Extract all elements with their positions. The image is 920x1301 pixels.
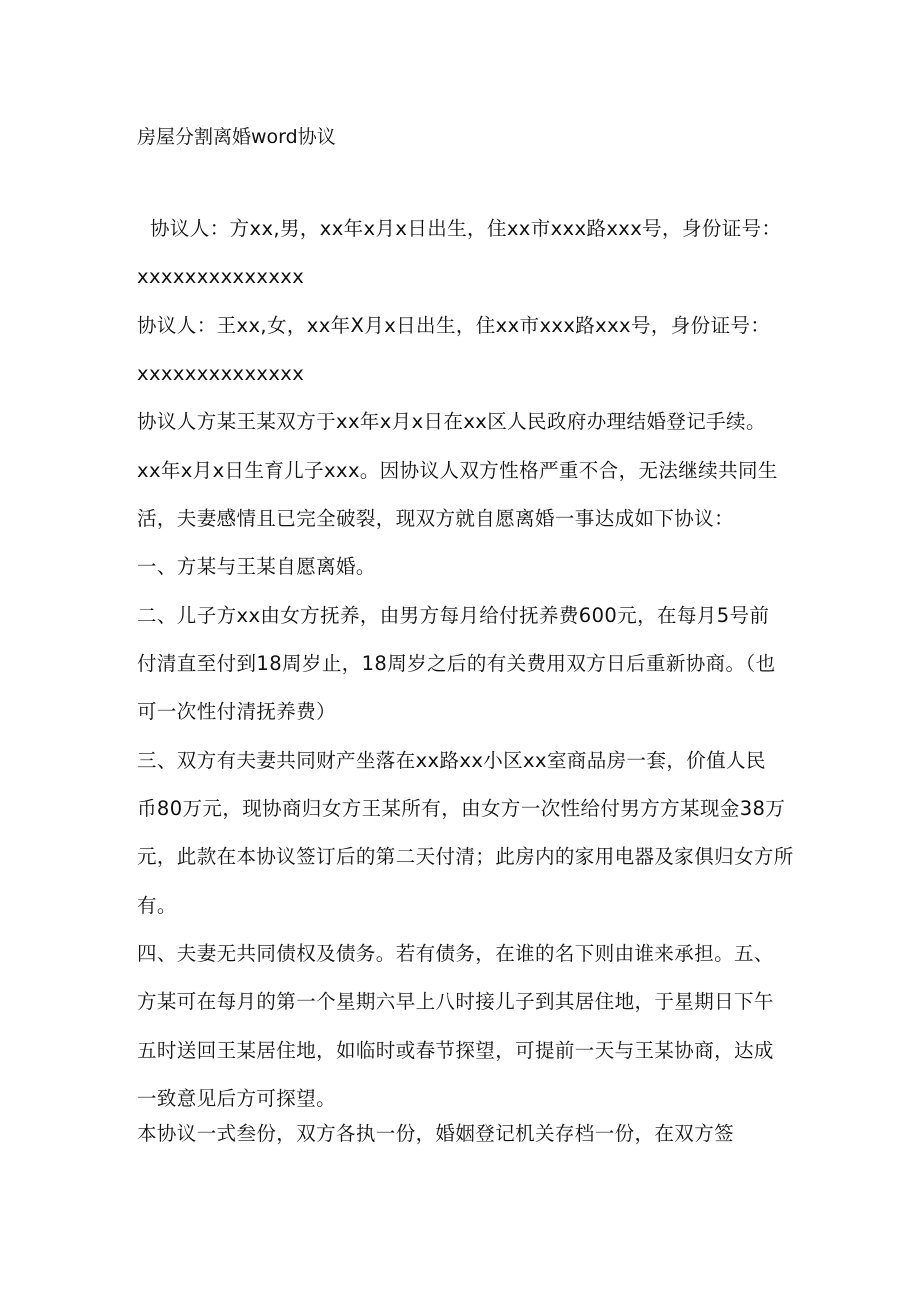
clause-3-line: 币80万元，现协商归女方王某所有，由女方一次性给付男方方某现金38万 bbox=[137, 797, 786, 820]
paragraph-line: 活，夫妻感情且已完全破裂，现双方就自愿离婚一事达成如下协议： bbox=[137, 507, 735, 530]
party-1-line: 协议人：方xx,男，xx年x月x日出生，住xx市xxx路xxx号，身份证号： bbox=[150, 217, 782, 240]
paragraph-line: xx年x月x日生育儿子xxx。因协议人双方性格严重不合，无法继续共同生 bbox=[137, 459, 778, 482]
clause-2-line: 可一次性付清抚养费） bbox=[137, 700, 337, 723]
clause-1-line: 一、方某与王某自愿离婚。 bbox=[137, 555, 376, 578]
clause-3-line: 有。 bbox=[137, 894, 177, 917]
clause-4-line: 四、夫妻无共同债权及债务。若有债务，在谁的名下则由谁来承担。五、 bbox=[137, 942, 774, 965]
party-2-line: 协议人：王xx,女，xx年X月x日出生，住xx市xxx路xxx号，身份证号： bbox=[137, 314, 771, 337]
clause-2-line: 二、儿子方xx由女方抚养，由男方每月给付抚养费600元，在每月5号前 bbox=[137, 604, 770, 627]
clause-3-line: 三、双方有夫妻共同财产坐落在xx路xx小区xx室商品房一套，价值人民 bbox=[137, 749, 766, 772]
party-2-id-line: xxxxxxxxxxxxxx bbox=[137, 362, 305, 385]
clause-5-line: 五时送回王某居住地，如临时或春节探望，可提前一天与王某协商，达成 bbox=[137, 1039, 774, 1062]
final-clause-line: 本协议一式叁份，双方各执一份，婚姻登记机关存档一份，在双方签 bbox=[137, 1122, 735, 1145]
document-title: 房屋分割离婚word协议 bbox=[137, 126, 336, 148]
clause-5-line: 一致意见后方可探望。 bbox=[137, 1087, 337, 1110]
paragraph-line: 协议人方某王某双方于xx年x月x日在xx区人民政府办理结婚登记手续。 bbox=[137, 410, 766, 433]
party-1-id-line: xxxxxxxxxxxxxx bbox=[137, 265, 305, 288]
clause-2-line: 付清直至付到18周岁止，18周岁之后的有关费用双方日后重新协商。（也 bbox=[137, 652, 776, 675]
clause-5-line: 方某可在每月的第一个星期六早上八时接儿子到其居住地，于星期日下午 bbox=[137, 990, 774, 1013]
clause-3-line: 元，此款在本协议签订后的第二天付清；此房内的家用电器及家俱归女方所 bbox=[137, 845, 794, 868]
